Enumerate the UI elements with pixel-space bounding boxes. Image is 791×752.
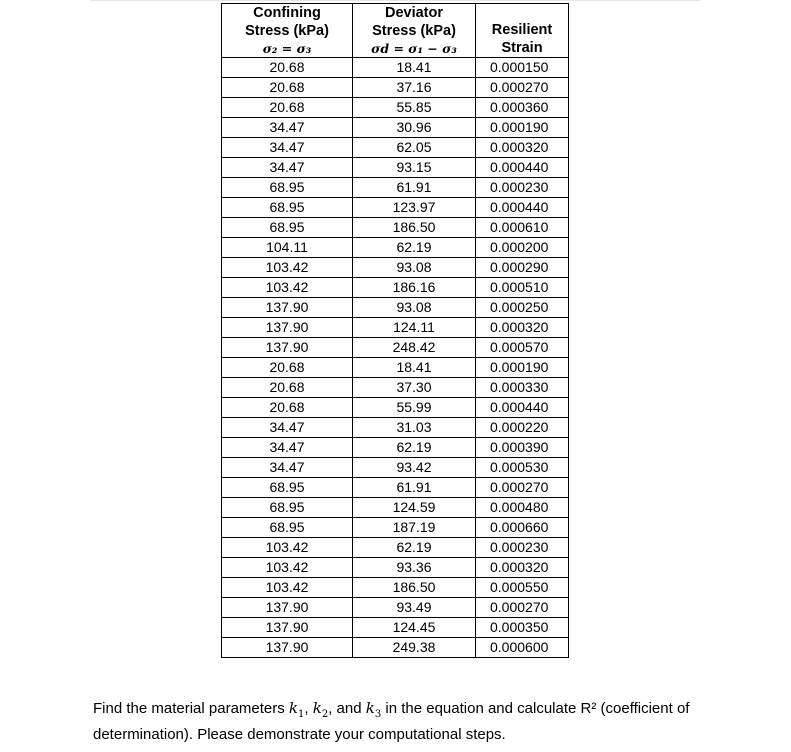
table-row — [222, 638, 569, 658]
table-body — [222, 58, 569, 658]
param-k2-sub: 2 — [321, 709, 329, 720]
deviator-stress-cell: 55.99 — [353, 398, 476, 418]
confining-stress-cell: 20.68 — [222, 398, 353, 418]
confining-stress-cell: 68.95 — [222, 498, 353, 518]
confining-stress-cell: 137.90 — [222, 338, 353, 358]
confining-stress-cell: 34.47 — [222, 458, 353, 478]
prompt-sep2: , and — [328, 700, 366, 717]
confining-stress-cell: 104.11 — [222, 238, 353, 258]
table-row — [222, 158, 569, 178]
table-row — [222, 298, 569, 318]
confining-stress-cell: 103.42 — [222, 558, 353, 578]
deviator-stress-cell: 93.36 — [353, 558, 476, 578]
deviator-stress-cell: 62.19 — [353, 238, 476, 258]
param-k3-sub: 3 — [374, 709, 382, 720]
header-strain-line2: Strain — [501, 40, 543, 56]
deviator-stress-cell: 62.19 — [353, 438, 476, 458]
table-row — [222, 518, 569, 538]
deviator-stress-cell: 93.15 — [353, 158, 476, 178]
table-row — [222, 198, 569, 218]
header-deviator-stress — [353, 4, 476, 58]
confining-stress-cell: 137.90 — [222, 598, 353, 618]
table-row — [222, 98, 569, 118]
resilient-strain-cell: 0.000230 — [476, 538, 569, 558]
deviator-stress-cell: 93.08 — [353, 258, 476, 278]
table-row — [222, 338, 569, 358]
confining-stress-cell: 68.95 — [222, 478, 353, 498]
param-k1-letter: k — [288, 699, 299, 717]
param-k2-letter: k — [312, 699, 322, 717]
confining-stress-cell: 137.90 — [222, 618, 353, 638]
table-row — [222, 278, 569, 298]
confining-stress-cell: 20.68 — [222, 358, 353, 378]
param-k3-letter: k — [365, 699, 375, 717]
table-row — [222, 438, 569, 458]
resilient-strain-cell: 0.000440 — [476, 198, 569, 218]
table-row — [222, 238, 569, 258]
resilient-strain-cell: 0.000570 — [476, 338, 569, 358]
table-row — [222, 118, 569, 138]
deviator-stress-cell: 186.16 — [353, 278, 476, 298]
deviator-stress-cell: 124.11 — [353, 318, 476, 338]
resilient-strain-cell: 0.000350 — [476, 618, 569, 638]
header-deviator-symbol: σd = σ₁ − σ₃ — [371, 41, 457, 56]
confining-stress-cell: 103.42 — [222, 538, 353, 558]
resilient-strain-cell: 0.000550 — [476, 578, 569, 598]
table-header-row — [222, 4, 569, 58]
confining-stress-cell: 103.42 — [222, 278, 353, 298]
resilient-strain-cell: 0.000390 — [476, 438, 569, 458]
deviator-stress-cell: 186.50 — [353, 218, 476, 238]
table-row — [222, 358, 569, 378]
table-row — [222, 618, 569, 638]
confining-stress-cell: 68.95 — [222, 218, 353, 238]
confining-stress-cell: 34.47 — [222, 438, 353, 458]
confining-stress-cell: 68.95 — [222, 518, 353, 538]
deviator-stress-cell: 124.45 — [353, 618, 476, 638]
confining-stress-cell: 34.47 — [222, 118, 353, 138]
resilient-strain-cell: 0.000220 — [476, 418, 569, 438]
deviator-stress-cell: 37.16 — [353, 78, 476, 98]
resilient-strain-cell: 0.000320 — [476, 138, 569, 158]
table-row — [222, 378, 569, 398]
confining-stress-cell: 20.68 — [222, 78, 353, 98]
resilient-strain-cell: 0.000190 — [476, 118, 569, 138]
resilient-strain-cell: 0.000250 — [476, 298, 569, 318]
table-row — [222, 498, 569, 518]
prompt-sep1: , — [304, 700, 313, 717]
header-confining-line2: Stress (kPa) — [245, 23, 329, 39]
deviator-stress-cell: 93.42 — [353, 458, 476, 478]
deviator-stress-cell: 124.59 — [353, 498, 476, 518]
deviator-stress-cell: 62.19 — [353, 538, 476, 558]
deviator-stress-cell: 186.50 — [353, 578, 476, 598]
table-row — [222, 478, 569, 498]
confining-stress-cell: 137.90 — [222, 638, 353, 658]
deviator-stress-cell: 61.91 — [353, 478, 476, 498]
table-row — [222, 398, 569, 418]
resilient-strain-cell: 0.000290 — [476, 258, 569, 278]
header-deviator-line2: Stress (kPa) — [372, 23, 456, 39]
confining-stress-cell: 34.47 — [222, 158, 353, 178]
confining-stress-cell: 34.47 — [222, 138, 353, 158]
resilient-strain-cell: 0.000530 — [476, 458, 569, 478]
table-row — [222, 578, 569, 598]
resilient-strain-cell: 0.000320 — [476, 558, 569, 578]
confining-stress-cell: 20.68 — [222, 58, 353, 78]
resilient-strain-cell: 0.000440 — [476, 158, 569, 178]
deviator-stress-cell: 93.49 — [353, 598, 476, 618]
resilient-strain-cell: 0.000320 — [476, 318, 569, 338]
prompt-lead: Find the material parameters — [93, 700, 289, 717]
param-k3 — [365, 699, 382, 720]
table-row — [222, 78, 569, 98]
prompt-tail: in the equation and calculate R² (coefficient of determination). Please demonstrate your computational steps. — [93, 700, 690, 743]
resilient-strain-cell: 0.000270 — [476, 78, 569, 98]
header-resilient-strain — [476, 4, 569, 58]
confining-stress-cell: 103.42 — [222, 578, 353, 598]
table-row — [222, 258, 569, 278]
deviator-stress-cell: 37.30 — [353, 378, 476, 398]
table-row — [222, 58, 569, 78]
confining-stress-cell: 137.90 — [222, 298, 353, 318]
deviator-stress-cell: 248.42 — [353, 338, 476, 358]
resilient-strain-cell: 0.000480 — [476, 498, 569, 518]
deviator-stress-cell: 61.91 — [353, 178, 476, 198]
table-row — [222, 418, 569, 438]
header-deviator-line1: Deviator — [384, 5, 444, 21]
resilient-strain-cell: 0.000330 — [476, 378, 569, 398]
resilient-strain-cell: 0.000270 — [476, 598, 569, 618]
header-strain-line1: Resilient — [491, 22, 553, 38]
resilient-strain-cell: 0.000600 — [476, 638, 569, 658]
header-confining-symbol: σ₂ = σ₃ — [262, 41, 312, 56]
confining-stress-cell: 103.42 — [222, 258, 353, 278]
deviator-stress-cell: 18.41 — [353, 58, 476, 78]
header-confining-stress — [222, 4, 353, 58]
resilient-strain-cell: 0.000270 — [476, 478, 569, 498]
param-k1 — [288, 699, 305, 720]
top-divider — [90, 0, 700, 1]
resilient-strain-cell: 0.000440 — [476, 398, 569, 418]
resilient-strain-cell: 0.000200 — [476, 238, 569, 258]
table-row — [222, 138, 569, 158]
param-k2 — [312, 699, 329, 720]
resilient-strain-cell: 0.000510 — [476, 278, 569, 298]
resilient-strain-cell: 0.000360 — [476, 98, 569, 118]
confining-stress-cell: 68.95 — [222, 198, 353, 218]
confining-stress-cell: 68.95 — [222, 178, 353, 198]
deviator-stress-cell: 187.19 — [353, 518, 476, 538]
resilient-strain-cell: 0.000190 — [476, 358, 569, 378]
deviator-stress-cell: 62.05 — [353, 138, 476, 158]
question-prompt — [93, 698, 733, 745]
table-row — [222, 538, 569, 558]
table-row — [222, 558, 569, 578]
table-row — [222, 458, 569, 478]
deviator-stress-cell: 30.96 — [353, 118, 476, 138]
resilient-strain-cell: 0.000150 — [476, 58, 569, 78]
resilient-strain-table — [221, 3, 569, 658]
resilient-strain-cell: 0.000230 — [476, 178, 569, 198]
header-confining-line1: Confining — [253, 5, 321, 21]
table-row — [222, 178, 569, 198]
resilient-strain-cell: 0.000660 — [476, 518, 569, 538]
deviator-stress-cell: 93.08 — [353, 298, 476, 318]
confining-stress-cell: 137.90 — [222, 318, 353, 338]
param-k1-sub: 1 — [298, 709, 305, 720]
resilient-strain-cell: 0.000610 — [476, 218, 569, 238]
table-row — [222, 598, 569, 618]
confining-stress-cell: 34.47 — [222, 418, 353, 438]
deviator-stress-cell: 55.85 — [353, 98, 476, 118]
deviator-stress-cell: 123.97 — [353, 198, 476, 218]
table-row — [222, 218, 569, 238]
deviator-stress-cell: 249.38 — [353, 638, 476, 658]
table-row — [222, 318, 569, 338]
deviator-stress-cell: 31.03 — [353, 418, 476, 438]
confining-stress-cell: 20.68 — [222, 378, 353, 398]
deviator-stress-cell: 18.41 — [353, 358, 476, 378]
confining-stress-cell: 20.68 — [222, 98, 353, 118]
